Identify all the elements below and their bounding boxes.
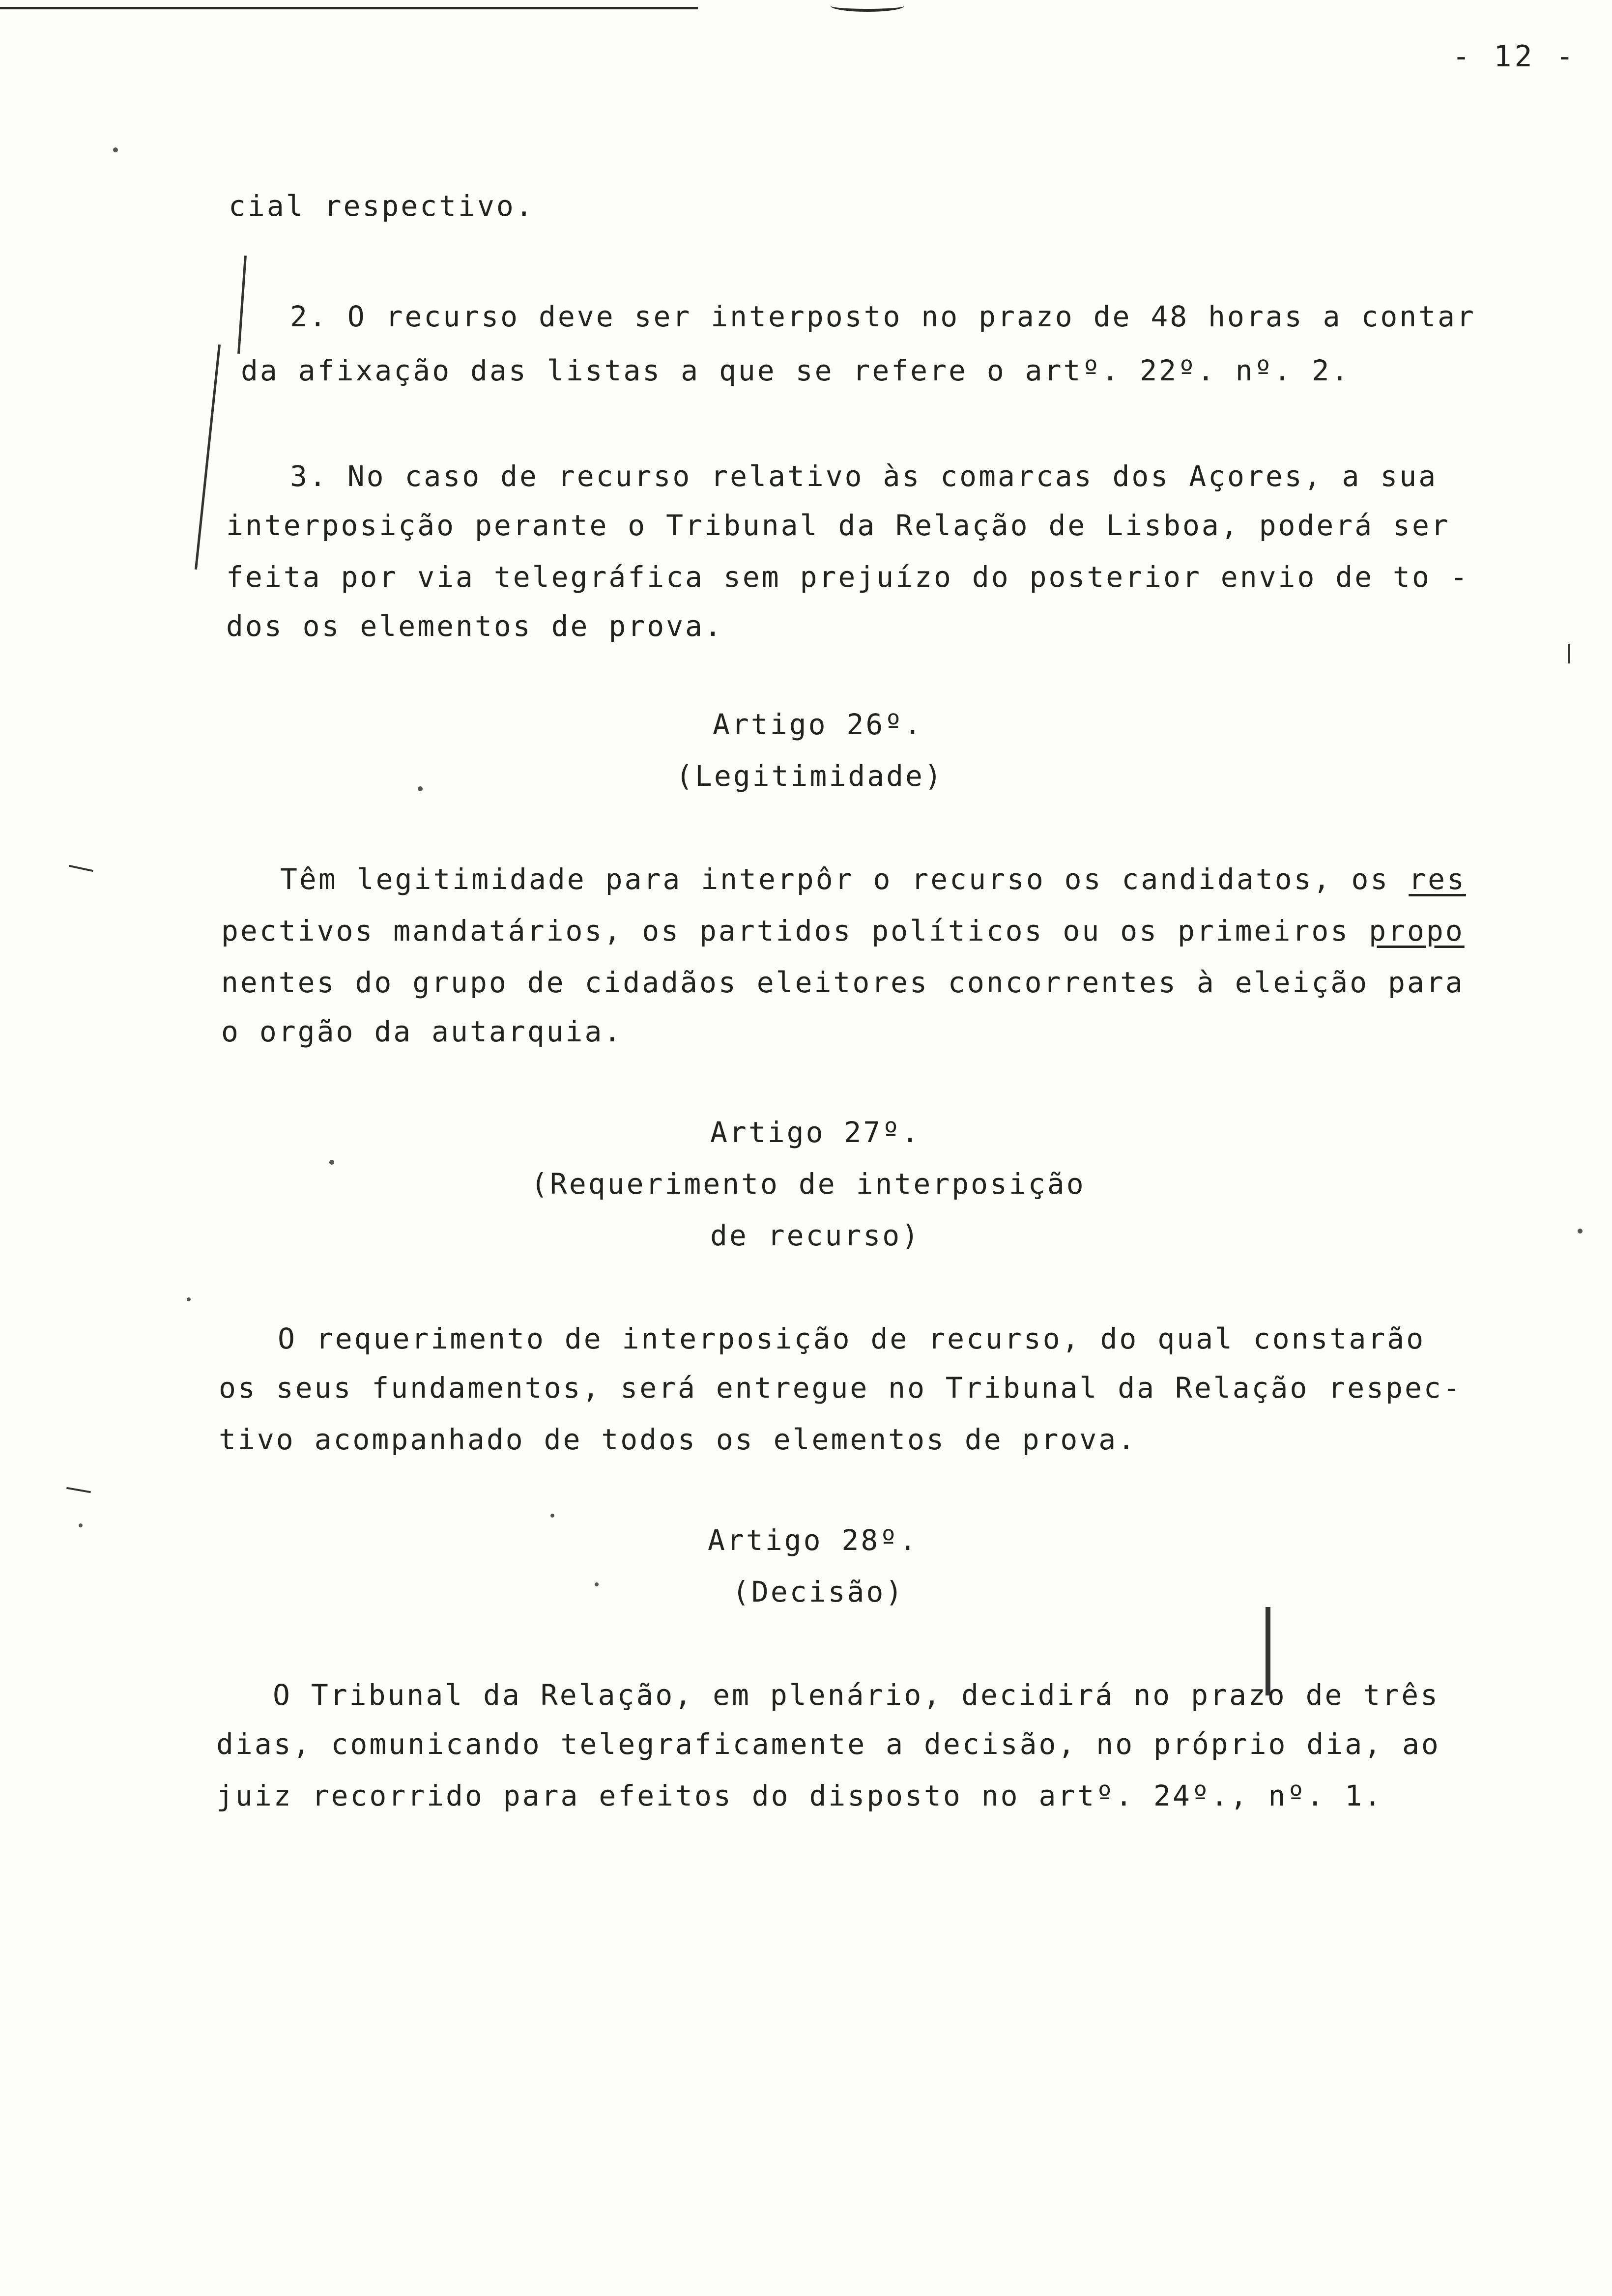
- margin-bar: [1568, 644, 1570, 663]
- article-26-number: Artigo 26º.: [713, 708, 923, 741]
- paragraph-3-line: 3. No caso de recurso relativo às comarcas dos Açores, a sua: [290, 459, 1438, 493]
- article-26-title: (Legitimidade): [676, 759, 944, 793]
- margin-bar: [66, 1487, 91, 1493]
- paragraph-3-line: dos os elementos de prova.: [226, 609, 723, 643]
- paragraph-3-line: feita por via telegráfica sem prejuízo do posterior envio de to -: [226, 560, 1469, 594]
- article-27-title: (Requerimento de interposição: [531, 1167, 1086, 1201]
- article-28-number: Artigo 28º.: [708, 1523, 919, 1557]
- article-27-number: Artigo 27º.: [710, 1116, 921, 1149]
- article-28-line: O Tribunal da Relação, em plenário, decidirá no prazo de três: [273, 1678, 1440, 1712]
- margin-bar: [237, 256, 247, 354]
- article-26-line: Têm legitimidade para interpôr o recurso os candidatos, os res: [280, 862, 1466, 896]
- scan-speck: [418, 786, 423, 791]
- margin-bar: [69, 865, 93, 872]
- scan-speck: [1578, 1229, 1583, 1234]
- top-mark: [831, 0, 904, 12]
- article-26-line: nentes do grupo de cidadãos eleitores concorrentes à eleição para: [221, 966, 1465, 999]
- article-28-line: dias, comunicando telegraficamente a decisão, no próprio dia, ao: [216, 1727, 1440, 1761]
- paragraph-2-line: 2. O recurso deve ser interposto no prazo de 48 horas a contar: [290, 300, 1476, 333]
- continuation-line: cial respectivo.: [229, 189, 535, 223]
- scan-speck: [113, 147, 118, 152]
- article-26-line: o orgão da autarquia.: [221, 1015, 623, 1048]
- scan-speck: [79, 1523, 83, 1527]
- article-26-line: pectivos mandatários, os partidos políticos ou os primeiros propo: [221, 914, 1465, 947]
- scan-speck: [595, 1582, 599, 1586]
- article-27-line: tivo acompanhado de todos os elementos de prova.: [219, 1423, 1137, 1456]
- scan-speck: [187, 1297, 191, 1301]
- paragraph-3-line: interposição perante o Tribunal da Relação de Lisboa, poderá ser: [226, 509, 1450, 542]
- margin-bar: [195, 344, 221, 570]
- scan-speck: [329, 1160, 334, 1165]
- paragraph-2-line: da afixação das listas a que se refere o artº. 22º. nº. 2.: [241, 354, 1351, 387]
- article-27-title: de recurso): [710, 1219, 921, 1252]
- article-28-title: (Decisão): [732, 1575, 905, 1608]
- article-28-line: juiz recorrido para efeitos do disposto no artº. 24º., nº. 1.: [216, 1779, 1383, 1812]
- top-rule: [0, 7, 698, 9]
- article-27-line: O requerimento de interposição de recurso, do qual constarão: [278, 1322, 1426, 1355]
- scan-speck: [550, 1514, 554, 1518]
- article-27-line: os seus fundamentos, será entregue no Tribunal da Relação respec-: [219, 1371, 1462, 1405]
- page-number: - 12 -: [1452, 39, 1577, 74]
